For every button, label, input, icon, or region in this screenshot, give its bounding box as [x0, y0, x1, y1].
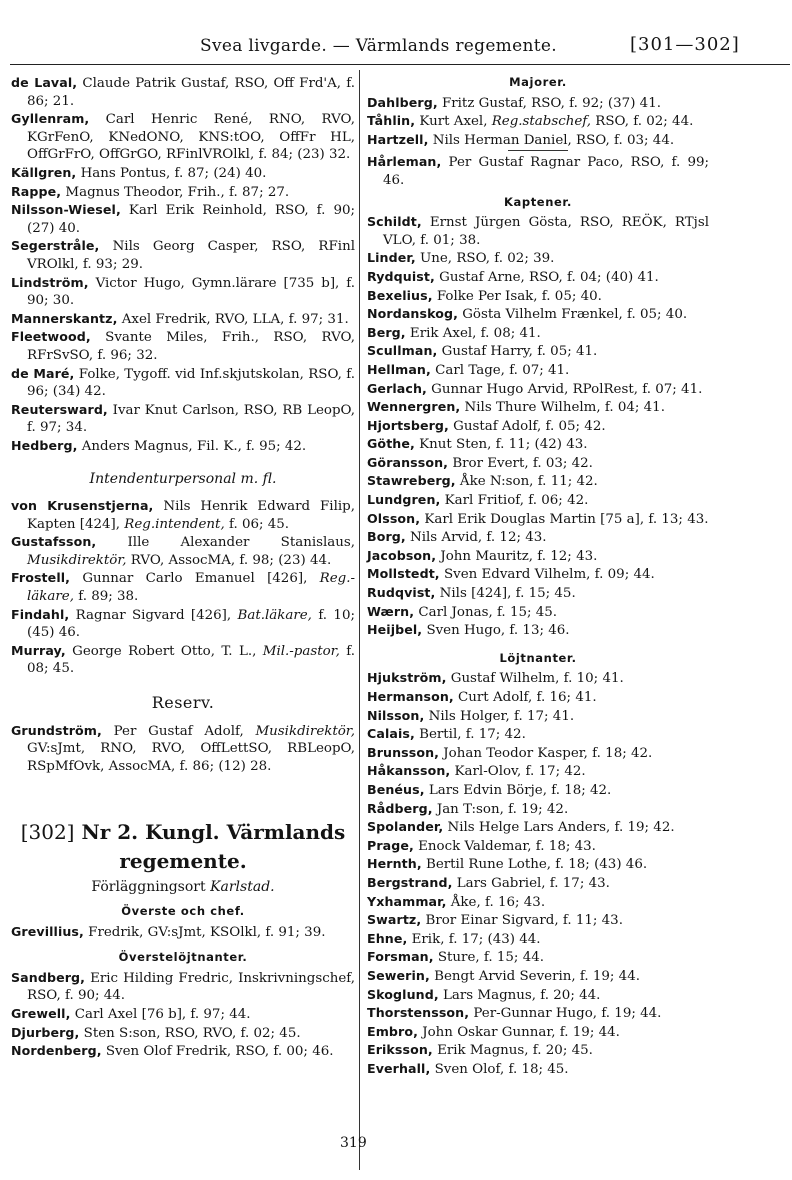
list-item: Wærn, Carl Jonas, f. 15; 45. [367, 603, 558, 620]
list-item: Reutersward, Ivar Knut Carlson, RSO, RB LeopO, f. 97; 34. [11, 401, 355, 436]
list-item: Hedberg, Anders Magnus, Fil. K., f. 95; 42. [11, 437, 307, 454]
entry-list [367, 669, 709, 1078]
list-item: Håkansson, Karl-Olov, f. 17; 42. [367, 763, 586, 780]
right-column [367, 74, 709, 1078]
list-item: Ehne, Erik, f. 17; (43) 44. [367, 930, 541, 947]
spacer [11, 678, 355, 694]
list-item: Linder, Une, RSO, f. 02; 39. [367, 250, 555, 267]
list-item: Nilsson, Nils Holger, f. 17; 41. [367, 707, 575, 724]
running-header [0, 30, 792, 60]
regiment-title: [302] Nr 2. Kungl. Värmlands [20, 820, 346, 845]
regiment-subtitle: regemente. [119, 849, 247, 874]
entry-list [11, 923, 355, 942]
list-item: Benéus, Lars Edvin Börje, f. 18; 42. [367, 781, 612, 798]
list-item: Mollstedt, Sven Edvard Vilhelm, f. 09; 44. [367, 566, 655, 583]
list-item: Borg, Nils Arvid, f. 12; 43. [367, 529, 547, 546]
list-item: Hartzell, Nils Herman Daniel, RSO, f. 03; 44. [367, 131, 675, 148]
list-item: Schildt, Ernst Jürgen Gösta, RSO, REÖK, RTjsl VLO, f. 01; 38. [367, 214, 709, 248]
list-item: Bexelius, Folke Per Isak, f. 05; 40. [367, 287, 602, 304]
list-item: Everhall, Sven Olof, f. 18; 45. [367, 1060, 569, 1077]
list-item: Olsson, Karl Erik Douglas Martin [75 a], f. 13; 43. [367, 510, 709, 527]
spacer [11, 455, 355, 471]
page-number: 319 [340, 1135, 367, 1151]
list-item: Hernth, Bertil Rune Lothe, f. 18; (43) 46. [367, 856, 648, 873]
list-item: Lundgren, Karl Fritiof, f. 06; 42. [367, 492, 589, 509]
section-heading-majorer: Majorer. [509, 75, 567, 89]
section-heading-kaptener: Kaptener. [504, 194, 572, 209]
list-item: Dahlberg, Fritz Gustaf, RSO, f. 92; (37) 41. [367, 94, 661, 111]
location-line: Förläggningsort Karlstad. [91, 879, 275, 896]
list-item: Jacobson, John Mauritz, f. 12; 43. [367, 547, 598, 564]
list-item: Nilsson-Wiesel, Karl Erik Reinhold, RSO, f. 90; (27) 40. [11, 202, 355, 236]
section-heading-overste: Överste och chef. [121, 903, 245, 918]
list-item: Göransson, Bror Evert, f. 03; 42. [367, 454, 593, 471]
list-item: Yxhammar, Åke, f. 16; 43. [367, 893, 546, 910]
list-item: Hjortsberg, Gustaf Adolf, f. 05; 42. [367, 417, 606, 434]
column-divider [359, 70, 360, 1170]
list-item: Scullman, Gustaf Harry, f. 05; 41. [367, 343, 598, 360]
entry-list [11, 969, 355, 1061]
list-item: Murray, George Robert Otto, T. L., Mil.-pastor, f. 08; 45. [11, 642, 355, 677]
list-item: Findahl, Ragnar Sigvard [426], Bat.läkare, f. 10; (45) 46. [11, 606, 355, 641]
list-item: Rådberg, Jan T:son, f. 19; 42. [367, 800, 569, 817]
list-item: Källgren, Hans Pontus, f. 87; (24) 40. [11, 164, 267, 181]
section-heading-lojtnanter: Löjtnanter. [499, 650, 577, 665]
list-item: Spolander, Nils Helge Lars Anders, f. 19; 42. [367, 819, 675, 836]
entry-list [11, 74, 355, 455]
list-item: Eriksson, Erik Magnus, f. 20; 45. [367, 1042, 593, 1059]
list-item: Gerlach, Gunnar Hugo Arvid, RPolRest, f. 07; 41. [367, 380, 703, 397]
list-item: Gustafsson, Ille Alexander Stanislaus, Musikdirektör, RVO, AssocMA, f. 98; (23) 44. [11, 534, 355, 568]
list-item: Berg, Erik Axel, f. 08; 41. [367, 324, 541, 341]
list-item: Mannerskantz, Axel Fredrik, RVO, LLA, f. 97; 31. [11, 310, 349, 327]
list-item: Gyllenram, Carl Henric René, RNO, RVO, KGrFenO, KNedONO, KNS:tOO, OffFr HL, OffGrFrO, OffGrGO, RFinlVROlkl, f. 84; (23) 32. [11, 111, 355, 163]
list-item: Lindström, Victor Hugo, Gymn.lärare [735 b], f. 90; 30. [11, 274, 355, 309]
header-page-range: [301—302] [630, 34, 740, 55]
list-item: Grewell, Carl Axel [76 b], f. 97; 44. [11, 1005, 251, 1022]
list-item: Hårleman, Per Gustaf Ragnar Paco, RSO, f. 99; 46. [367, 154, 709, 188]
list-item: Frostell, Gunnar Carlo Emanuel [426], Reg.-läkare, f. 89; 38. [11, 570, 355, 605]
section-heading-reserv: Reserv. [151, 693, 215, 712]
list-item: Skoglund, Lars Magnus, f. 20; 44. [367, 986, 601, 1003]
list-item: Fleetwood, Svante Miles, Frih., RSO, RVO, RFrSvSO, f. 96; 32. [11, 329, 355, 363]
list-item: Göthe, Knut Sten, f. 11; (42) 43. [367, 436, 588, 453]
list-item: Segerstråle, Nils Georg Casper, RSO, RFinl VROlkl, f. 93; 29. [11, 238, 355, 272]
spacer [11, 775, 355, 819]
list-item: Rappe, Magnus Theodor, Frih., f. 87; 27. [11, 183, 290, 200]
section-heading-overstelojtnanter: Överstelöjtnanter. [118, 950, 248, 965]
list-item: Tåhlin, Kurt Axel, Reg.stabschef, RSO, f. 02; 44. [367, 113, 694, 130]
separator-rule [508, 150, 568, 151]
list-item: Rudqvist, Nils [424], f. 15; 45. [367, 585, 576, 602]
list-item: Swartz, Bror Einar Sigvard, f. 11; 43. [367, 912, 623, 929]
list-item: Grevillius, Fredrik, GV:sJmt, KSOlkl, f. 91; 39. [11, 923, 326, 940]
list-item: Thorstensson, Per-Gunnar Hugo, f. 19; 44. [367, 1005, 662, 1022]
list-item: de Laval, Claude Patrik Gustaf, RSO, Off Frd'A, f. 86; 21. [11, 75, 355, 109]
list-item: Prage, Enock Valdemar, f. 18; 43. [367, 837, 596, 854]
list-item: von Krusenstjerna, Nils Henrik Edward Filip, Kapten [424], Reg.intendent, f. 06; 45. [11, 498, 355, 532]
list-item: Forsman, Sture, f. 15; 44. [367, 949, 544, 966]
header-rule [10, 64, 790, 65]
section-heading-intendentur: Intendenturpersonal m. fl. [89, 471, 277, 488]
list-item: de Maré, Folke, Tygoff. vid Inf.skjutskolan, RSO, f. 96; (34) 42. [11, 365, 355, 400]
list-item: Hjukström, Gustaf Wilhelm, f. 10; 41. [367, 670, 624, 687]
list-item: Nordanskog, Gösta Vilhelm Frænkel, f. 05; 40. [367, 306, 688, 323]
list-item: Hellman, Carl Tage, f. 07; 41. [367, 361, 570, 378]
list-item: Sewerin, Bengt Arvid Severin, f. 19; 44. [367, 967, 640, 984]
list-item: Bergstrand, Lars Gabriel, f. 17; 43. [367, 874, 610, 891]
list-item: Sandberg, Eric Hilding Fredric, Inskrivningschef, RSO, f. 90; 44. [11, 969, 355, 1004]
list-item: Djurberg, Sten S:son, RSO, RVO, f. 02; 45. [11, 1024, 301, 1041]
list-item: Rydquist, Gustaf Arne, RSO, f. 04; (40) 41. [367, 268, 659, 285]
entry-list [367, 213, 709, 640]
list-item: Nordenberg, Sven Olof Fredrik, RSO, f. 00; 46. [11, 1043, 334, 1060]
list-item: Brunsson, Johan Teodor Kasper, f. 18; 42. [367, 744, 653, 761]
list-item: Embro, John Oskar Gunnar, f. 19; 44. [367, 1023, 620, 1040]
list-item: Hermanson, Curt Adolf, f. 16; 41. [367, 689, 597, 705]
list-item: Wennergren, Nils Thure Wilhelm, f. 04; 41. [367, 399, 665, 416]
list-item: Grundström, Per Gustaf Adolf, Musikdirektör, GV:sJmt, RNO, RVO, OffLettSO, RBLeopO, RSpMfOvk, AssocMA, f. 86; (12) 28. [11, 722, 355, 774]
left-column [11, 74, 355, 1061]
list-item: Heijbel, Sven Hugo, f. 13; 46. [367, 622, 570, 639]
entry-list [367, 153, 709, 189]
list-item: Calais, Bertil, f. 17; 42. [367, 726, 526, 743]
header-title: Svea livgarde. — Värmlands regemente. [200, 36, 557, 56]
list-item: Stawreberg, Åke N:son, f. 11; 42. [367, 473, 598, 490]
